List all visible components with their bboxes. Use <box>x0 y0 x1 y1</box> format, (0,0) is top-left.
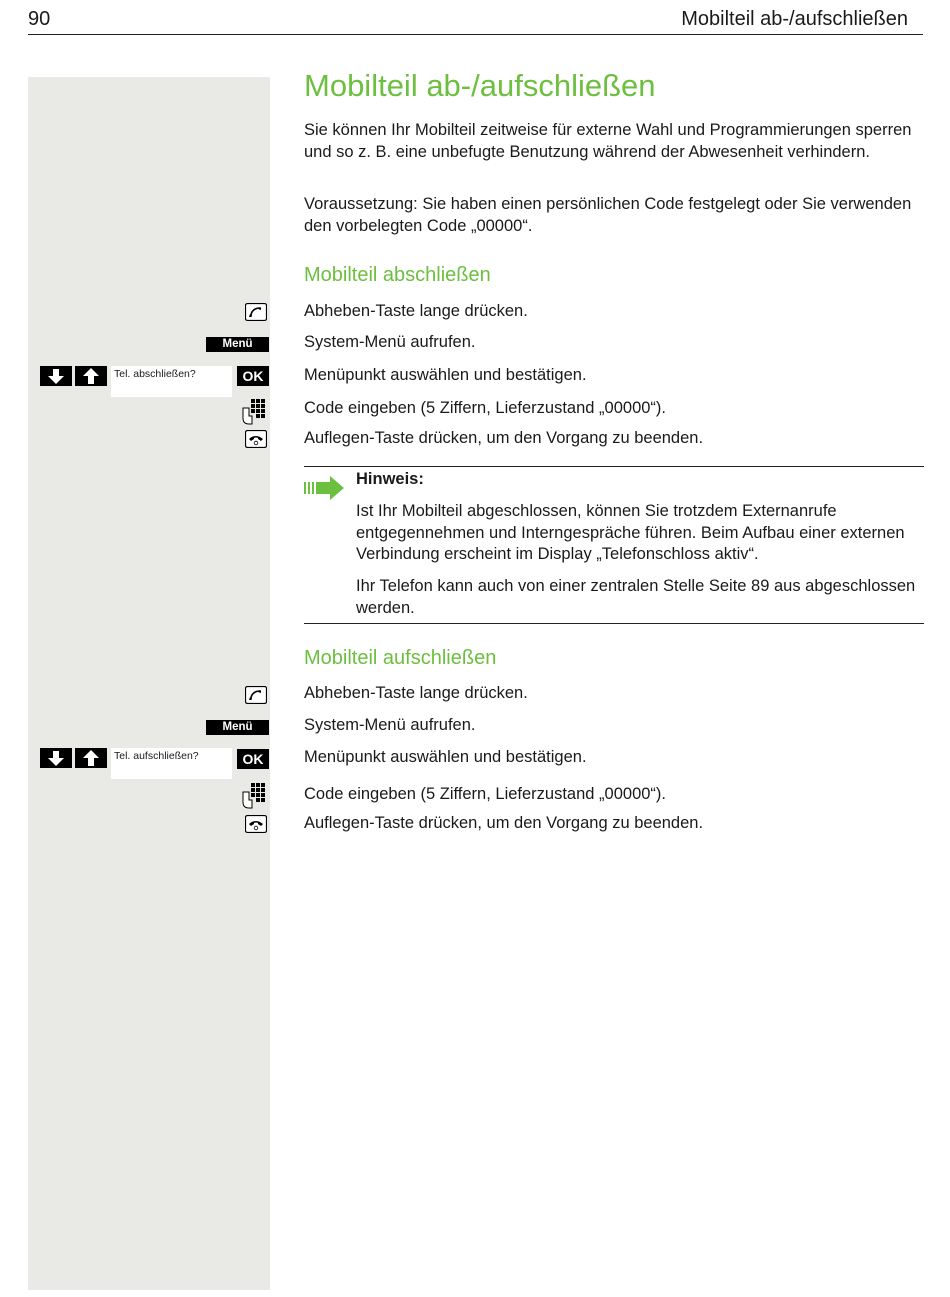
unlock-section-heading: Mobilteil aufschließen <box>304 647 497 669</box>
menu-key[interactable]: Menü <box>206 720 269 735</box>
lock-step-offhook: Abheben-Taste lange drücken. <box>304 302 528 320</box>
arrow-up-key[interactable] <box>75 366 107 386</box>
lock-step-menu: System-Menü aufrufen. <box>304 333 476 351</box>
onhook-key-icon <box>245 815 267 833</box>
arrow-down-icon <box>40 748 72 768</box>
unlock-step-offhook: Abheben-Taste lange drücken. <box>304 684 528 702</box>
arrow-up-icon <box>75 748 107 768</box>
prerequisite-paragraph: Voraussetzung: Sie haben einen persönlichen Code festgelegt oder Sie verwenden den vorbelegten Code „00000“. <box>304 195 912 235</box>
header-divider <box>28 34 923 35</box>
page-title: Mobilteil ab-/aufschließen <box>304 68 656 103</box>
unlock-step-menu: System-Menü aufrufen. <box>304 716 476 734</box>
note-reference: Ihr Telefon kann auch von einer zentralen Stelle Seite 89 aus abgeschlossen werden. <box>356 577 916 617</box>
keypad-icon <box>240 782 268 810</box>
ok-key[interactable]: OK <box>237 749 269 769</box>
note-arrow-icon <box>304 475 346 501</box>
unlock-step-onhook: Auflegen-Taste drücken, um den Vorgang zu beenden. <box>304 814 704 832</box>
note-paragraph: Ist Ihr Mobilteil abgeschlossen, können Sie trotzdem Externanrufe entgegennehmen und Interngespräche führen. Beim Aufbau einer externen Verbindung erscheint im Display „Telefonschloss aktiv“. <box>356 502 905 563</box>
page-number: 90 <box>28 8 51 30</box>
lock-step-code: Code eingeben (5 Ziffern, Lieferzustand „00000“). <box>304 399 667 417</box>
lock-section-heading: Mobilteil abschließen <box>304 264 491 286</box>
intro-paragraph: Sie können Ihr Mobilteil zeitweise für externe Wahl und Programmierungen sperren und so z. B. eine unbefugte Benutzung während der Abwesenheit verhindern. <box>304 121 912 161</box>
arrow-up-icon <box>75 366 107 386</box>
note-top-divider <box>304 466 924 467</box>
menu-key[interactable]: Menü <box>206 337 269 352</box>
arrow-up-key[interactable] <box>75 748 107 768</box>
running-title: Mobilteil ab-/aufschließen <box>681 8 908 30</box>
keypad-icon <box>240 398 268 426</box>
arrow-down-key[interactable] <box>40 366 72 386</box>
display-text: Tel. abschließen? <box>111 366 232 397</box>
note-title: Hinweis: <box>356 470 424 488</box>
offhook-key-icon <box>245 686 267 704</box>
unlock-step-code: Code eingeben (5 Ziffern, Lieferzustand „00000“). <box>304 785 667 803</box>
unlock-step-select: Menüpunkt auswählen und bestätigen. <box>304 748 587 766</box>
lock-step-select: Menüpunkt auswählen und bestätigen. <box>304 366 587 384</box>
arrow-down-key[interactable] <box>40 748 72 768</box>
onhook-key-icon <box>245 430 267 448</box>
note-bottom-divider <box>304 623 924 624</box>
offhook-key-icon <box>245 303 267 321</box>
display-text: Tel. aufschließen? <box>111 748 232 779</box>
ok-key[interactable]: OK <box>237 366 269 386</box>
key-sidebar <box>28 77 270 1290</box>
arrow-down-icon <box>40 366 72 386</box>
lock-step-onhook: Auflegen-Taste drücken, um den Vorgang zu beenden. <box>304 429 704 447</box>
